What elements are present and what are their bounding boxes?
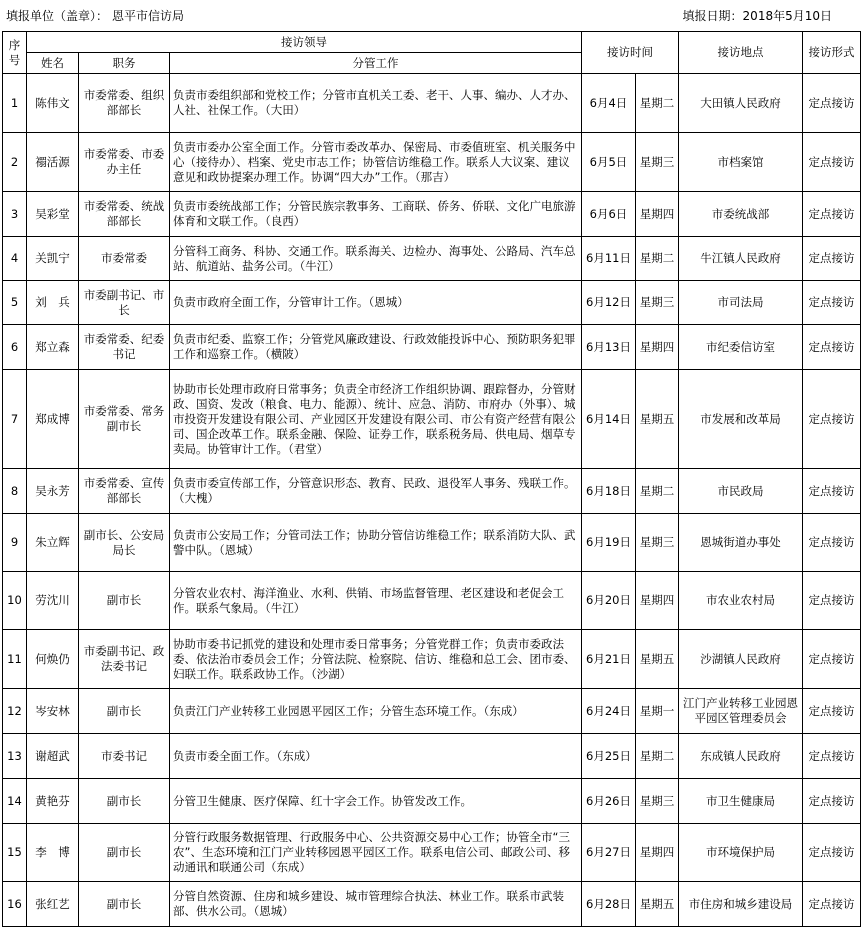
col-name-header: 姓名 — [27, 53, 79, 74]
leader-name: 张红艺 — [27, 882, 79, 927]
leader-name: 吴彩堂 — [27, 192, 79, 237]
reception-location: 市司法局 — [679, 281, 803, 325]
leader-position: 副市长 — [79, 689, 170, 734]
reception-weekday: 星期二 — [636, 469, 679, 514]
leader-position: 副市长 — [79, 824, 170, 882]
col-duty-header: 分管工作 — [170, 53, 582, 74]
leader-name: 黄艳芬 — [27, 779, 79, 824]
leader-name: 郑立森 — [27, 325, 79, 370]
leader-position: 市委常委、市委办主任 — [79, 133, 170, 192]
leader-position: 市委常委 — [79, 237, 170, 281]
leader-position: 市委常委、组织部部长 — [79, 74, 170, 133]
col-position-header: 职务 — [79, 53, 170, 74]
leader-name: 李 博 — [27, 824, 79, 882]
duty-description: 分管自然资源、住房和城乡建设、城市管理综合执法、林业工作。联系市武装部、供水公司。（恩城） — [170, 882, 582, 927]
reception-date: 6月25日 — [582, 734, 636, 779]
row-number: 14 — [3, 779, 27, 824]
duty-description: 分管卫生健康、医疗保障、红十字会工作。协管发改工作。 — [170, 779, 582, 824]
col-seq-header: 序号 — [3, 32, 27, 74]
reporting-unit-value: 恩平市信访局 — [112, 9, 185, 23]
table-row — [3, 689, 861, 734]
reception-location: 恩城街道办事处 — [679, 514, 803, 572]
reception-location: 江门产业转移工业园恩平园区管理委员会 — [679, 689, 803, 734]
reception-form: 定点接访 — [803, 281, 861, 325]
duty-description: 分管行政服务数据管理、行政服务中心、公共资源交易中心工作；协管全市“三农”、生态环境和江门产业转移园恩平园区工作。联系电信公司、邮政公司、移动通讯和联通公司（东成） — [170, 824, 582, 882]
duty-description: 负责市委全面工作。（东成） — [170, 734, 582, 779]
reception-location: 市纪委信访室 — [679, 325, 803, 370]
reception-location: 沙湖镇人民政府 — [679, 630, 803, 689]
leader-name: 岑安林 — [27, 689, 79, 734]
reception-form: 定点接访 — [803, 469, 861, 514]
leader-position: 市委常委、宣传部部长 — [79, 469, 170, 514]
reporting-unit — [6, 7, 184, 24]
table-row — [3, 192, 861, 237]
leader-position: 市委副书记、政法委书记 — [79, 630, 170, 689]
reception-weekday: 星期三 — [636, 281, 679, 325]
reception-weekday: 星期五 — [636, 882, 679, 927]
reception-date: 6月27日 — [582, 824, 636, 882]
reception-date: 6月20日 — [582, 572, 636, 630]
reception-table — [2, 31, 861, 927]
reception-weekday: 星期一 — [636, 689, 679, 734]
reception-location: 市农业农村局 — [679, 572, 803, 630]
leader-name: 陈伟文 — [27, 74, 79, 133]
reception-weekday: 星期二 — [636, 74, 679, 133]
header-row-1 — [3, 32, 861, 53]
reception-weekday: 星期四 — [636, 192, 679, 237]
duty-description: 协助市委书记抓党的建设和处理市委日常事务；分管党群工作；负责市委政法委、依法治市委员会工作；分管法院、检察院、信访、维稳和总工会、团市委、妇联工作。联系政协工作。（沙湖） — [170, 630, 582, 689]
reception-form: 定点接访 — [803, 779, 861, 824]
report-date — [683, 7, 832, 24]
row-number: 9 — [3, 514, 27, 572]
reception-form: 定点接访 — [803, 237, 861, 281]
row-number: 4 — [3, 237, 27, 281]
leader-position: 副市长 — [79, 779, 170, 824]
reception-weekday: 星期四 — [636, 325, 679, 370]
leader-group-header: 接访领导 — [27, 32, 582, 53]
col-location-header: 接访地点 — [679, 32, 803, 74]
reception-location: 市档案馆 — [679, 133, 803, 192]
leader-name: 刘 兵 — [27, 281, 79, 325]
reception-date: 6月11日 — [582, 237, 636, 281]
reception-date: 6月26日 — [582, 779, 636, 824]
reception-location: 东成镇人民政府 — [679, 734, 803, 779]
reception-location: 大田镇人民政府 — [679, 74, 803, 133]
leader-position: 市委常委、统战部部长 — [79, 192, 170, 237]
reception-form: 定点接访 — [803, 514, 861, 572]
reception-form: 定点接访 — [803, 882, 861, 927]
leader-position: 市委常委、常务副市长 — [79, 370, 170, 469]
report-date-label: 填报日期： — [682, 9, 743, 23]
leader-position: 市委常委、纪委书记 — [79, 325, 170, 370]
reception-date: 6月19日 — [582, 514, 636, 572]
reception-location: 市环境保护局 — [679, 824, 803, 882]
reception-weekday: 星期五 — [636, 370, 679, 469]
table-row — [3, 734, 861, 779]
duty-description: 负责市委办公室全面工作。分管市委改革办、保密局、市委值班室、机关服务中心（接待办）、档案、党史市志工作；协管信访维稳工作。联系人大议案、建议意见和政协提案办理工作。协调“四大办”工作。（那吉） — [170, 133, 582, 192]
table-row — [3, 779, 861, 824]
duty-description: 负责市纪委、监察工作；分管党风廉政建设、行政效能投诉中心、预防职务犯罪工作和巡察工作。（横陂） — [170, 325, 582, 370]
reception-weekday: 星期四 — [636, 572, 679, 630]
row-number: 5 — [3, 281, 27, 325]
duty-description: 协助市长处理市政府日常事务；负责全市经济工作组织协调、跟踪督办，分管财政、国资、发改（粮食、电力、能源）、统计、应急、消防、市府办（外事）、城市投资开发建设有限公司、产业园区开发建设有限公司、市公有资产经营有限公司、国企改革工作。联系金融、保险、证券工作，联系税务局、供电局、烟草专卖局。协管审计工作。（君堂） — [170, 370, 582, 469]
reception-form: 定点接访 — [803, 572, 861, 630]
table-row — [3, 824, 861, 882]
reception-location: 市住房和城乡建设局 — [679, 882, 803, 927]
leader-name: 吴永芳 — [27, 469, 79, 514]
leader-position: 市委副书记、市长 — [79, 281, 170, 325]
table-row — [3, 882, 861, 927]
col-time-header: 接访时间 — [582, 32, 679, 74]
reception-form: 定点接访 — [803, 192, 861, 237]
reception-form: 定点接访 — [803, 824, 861, 882]
reception-weekday: 星期三 — [636, 779, 679, 824]
table-row — [3, 325, 861, 370]
leader-position: 副市长、公安局局长 — [79, 514, 170, 572]
leader-name: 劳沈川 — [27, 572, 79, 630]
leader-name: 谢超武 — [27, 734, 79, 779]
reception-location: 市民政局 — [679, 469, 803, 514]
reception-date: 6月24日 — [582, 689, 636, 734]
table-row — [3, 74, 861, 133]
row-number: 7 — [3, 370, 27, 469]
leader-position: 副市长 — [79, 572, 170, 630]
leader-position: 副市长 — [79, 882, 170, 927]
duty-description: 负责市政府全面工作，分管审计工作。（恩城） — [170, 281, 582, 325]
reception-weekday: 星期五 — [636, 630, 679, 689]
table-row — [3, 237, 861, 281]
report-date-value: 2018年5月10日 — [742, 9, 832, 23]
row-number: 3 — [3, 192, 27, 237]
row-number: 6 — [3, 325, 27, 370]
reception-date: 6月12日 — [582, 281, 636, 325]
reception-date: 6月18日 — [582, 469, 636, 514]
reception-date: 6月4日 — [582, 74, 636, 133]
reception-weekday: 星期二 — [636, 734, 679, 779]
row-number: 1 — [3, 74, 27, 133]
duty-description: 负责市委统战部工作；分管民族宗教事务、工商联、侨务、侨联、文化广电旅游体育和文联工作。（良西） — [170, 192, 582, 237]
leader-name: 禤活源 — [27, 133, 79, 192]
table-row — [3, 281, 861, 325]
leader-name: 郑成博 — [27, 370, 79, 469]
row-number: 2 — [3, 133, 27, 192]
table-row — [3, 469, 861, 514]
reception-location: 牛江镇人民政府 — [679, 237, 803, 281]
reception-weekday: 星期三 — [636, 133, 679, 192]
duty-description: 负责市委组织部和党校工作；分管市直机关工委、老干、人事、编办、人才办、人社、社保工作。（大田） — [170, 74, 582, 133]
row-number: 10 — [3, 572, 27, 630]
duty-description: 分管科工商务、科协、交通工作。联系海关、边检办、海事处、公路局、汽车总站、航道站、盐务公司。（牛江） — [170, 237, 582, 281]
row-number: 8 — [3, 469, 27, 514]
reception-location: 市委统战部 — [679, 192, 803, 237]
duty-description: 负责市委宣传部工作，分管意识形态、教育、民政、退役军人事务、残联工作。（大槐） — [170, 469, 582, 514]
reception-date: 6月6日 — [582, 192, 636, 237]
leader-name: 何焕仍 — [27, 630, 79, 689]
row-number: 12 — [3, 689, 27, 734]
duty-description: 负责江门产业转移工业园恩平园区工作；分管生态环境工作。（东成） — [170, 689, 582, 734]
leader-name: 朱立辉 — [27, 514, 79, 572]
table-row — [3, 572, 861, 630]
reception-form: 定点接访 — [803, 325, 861, 370]
reception-form: 定点接访 — [803, 74, 861, 133]
table-row — [3, 514, 861, 572]
row-number: 15 — [3, 824, 27, 882]
reception-form: 定点接访 — [803, 370, 861, 469]
row-number: 16 — [3, 882, 27, 927]
row-number: 11 — [3, 630, 27, 689]
reception-date: 6月5日 — [582, 133, 636, 192]
report-header — [0, 0, 864, 31]
reception-form: 定点接访 — [803, 630, 861, 689]
reception-date: 6月21日 — [582, 630, 636, 689]
reception-date: 6月14日 — [582, 370, 636, 469]
reception-location: 市卫生健康局 — [679, 779, 803, 824]
duty-description: 负责市公安局工作；分管司法工作；协助分管信访维稳工作；联系消防大队、武警中队。（恩城） — [170, 514, 582, 572]
col-form-header: 接访形式 — [803, 32, 861, 74]
reporting-unit-label: 填报单位（盖章）： — [6, 9, 109, 23]
table-body — [3, 74, 861, 927]
reception-location: 市发展和改革局 — [679, 370, 803, 469]
reception-date: 6月13日 — [582, 325, 636, 370]
duty-description: 分管农业农村、海洋渔业、水利、供销、市场监督管理、老区建设和老促会工作。联系气象局。（牛江） — [170, 572, 582, 630]
reception-date: 6月28日 — [582, 882, 636, 927]
reception-form: 定点接访 — [803, 133, 861, 192]
reception-form: 定点接访 — [803, 734, 861, 779]
leader-name: 关凯宁 — [27, 237, 79, 281]
row-number: 13 — [3, 734, 27, 779]
table-row — [3, 133, 861, 192]
table-row — [3, 630, 861, 689]
reception-form: 定点接访 — [803, 689, 861, 734]
reception-weekday: 星期三 — [636, 514, 679, 572]
table-row — [3, 370, 861, 469]
reception-weekday: 星期四 — [636, 824, 679, 882]
leader-position: 市委书记 — [79, 734, 170, 779]
reception-weekday: 星期二 — [636, 237, 679, 281]
